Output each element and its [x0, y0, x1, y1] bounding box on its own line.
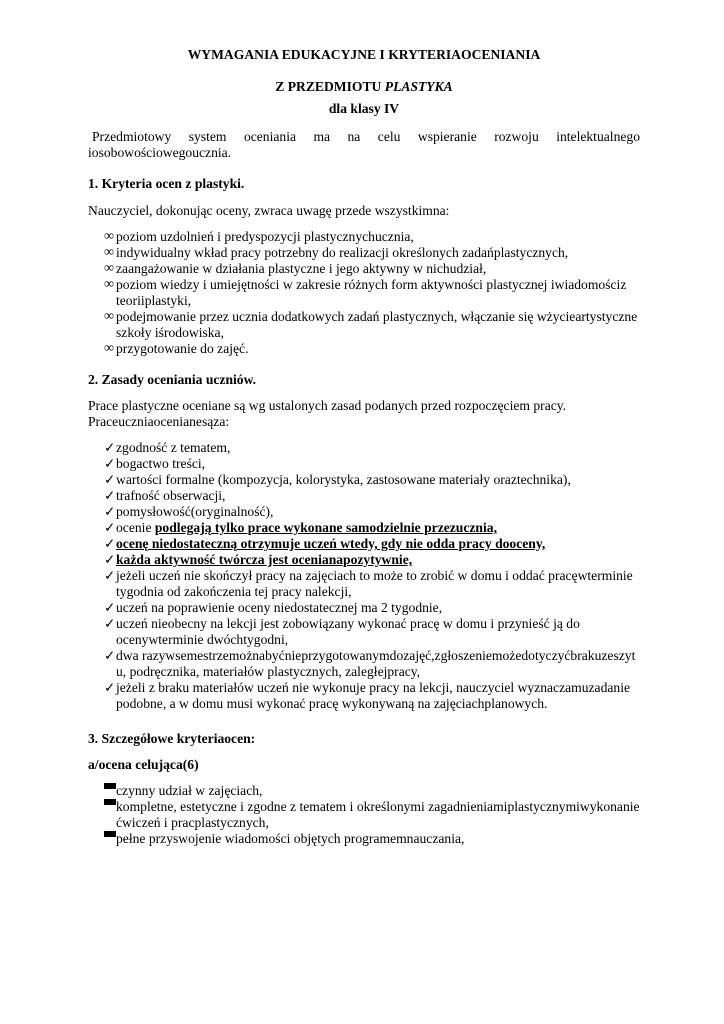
list-item: czynny udział w zajęciach,: [88, 783, 640, 799]
list-item: ✓ uczeń na poprawienie oceny niedostatecznej ma 2 tygodnie,: [104, 600, 443, 615]
list-item: ∞ przygotowanie do zajęć.: [104, 341, 249, 356]
title-subject: PLASTYKA: [384, 79, 453, 94]
section1-list: [88, 229, 640, 357]
list-item: ✓ bogactwo treści,: [104, 456, 206, 471]
emphasized-text: podlegają tylko prace wykonane samodzielnie przezucznia,: [154, 520, 497, 535]
title-line-2: [88, 79, 640, 95]
checkmark-bullet-icon: ✓: [104, 456, 116, 471]
list-item: ✓ uczeń nieobecny na lekcji jest zobowiązany wykonać pracę w domu i przynieść ją do ocenywterminie dwóchtygodni,: [104, 616, 580, 647]
intro-line-2: iosobowościowegoucznia.: [88, 145, 232, 160]
checkmark-bullet-icon: ✓: [104, 616, 116, 631]
section2-lead-2: Praceuczniaocenianesąza:: [88, 414, 230, 429]
list-item: [88, 536, 640, 552]
infinity-bullet-icon: ∞: [104, 277, 114, 292]
section3-list: [88, 783, 640, 847]
list-item: pełne przyswojenie wiadomości objętych programemnauczania,: [88, 831, 640, 847]
list-item: ✓ ocenie podlegają tylko prace wykonane samodzielnie przezucznia,: [104, 520, 497, 535]
title-prefix: Z PRZEDMIOTU: [275, 79, 385, 94]
square-bullet-icon: [104, 799, 116, 805]
list-item: kompletne, estetyczne i zgodne z tematem i określonymi zagadnieniamiplastycznymiwykonanie ćwiczeń i pracplastycznych,: [88, 799, 640, 831]
list-item: ✓ jeżeli uczeń nie skończył pracy na zajęciach to może to zrobić w domu i oddać pracęwterminie tygodnia od zakończenia tej pracy nalekcji,: [104, 568, 633, 599]
list-item: [88, 552, 640, 568]
checkmark-bullet-icon: ✓: [104, 680, 116, 695]
section3-subheading: a/ocena celująca(6): [88, 757, 199, 772]
infinity-bullet-icon: ∞: [104, 245, 114, 260]
list-item: ∞ zaangażowanie w działania plastyczne i jego aktywny w nichudział,: [104, 261, 487, 276]
list-item: ✓ pomysłowość(oryginalność),: [104, 504, 274, 519]
section3-heading: 3. Szczegółowe kryteriaocen:: [88, 731, 256, 746]
infinity-bullet-icon: ∞: [104, 261, 114, 276]
title-line-3: dla klasy IV: [328, 101, 400, 116]
list-item: ✓ trafność obserwacji,: [104, 488, 226, 503]
list-item: ✓ jeżeli z braku materiałów uczeń nie wykonuje pracy na lekcji, nauczyciel wyznaczamuzadanie podobne, a w domu musi wykonać pracę wykonywaną na zajęciachplanowych.: [104, 680, 631, 711]
list-item: ✓ wartości formalne (kompozycja, kolorystyka, zastosowane materiały oraztechnika),: [104, 472, 571, 487]
square-bullet-icon: [104, 783, 116, 789]
section2-heading: 2. Zasady oceniania uczniów.: [88, 372, 257, 387]
checkmark-bullet-icon: ✓: [104, 440, 116, 455]
checkmark-bullet-icon: ✓: [104, 568, 116, 583]
list-item: ∞ podejmowanie przez ucznia dodatkowych zadań plastycznych, włączanie się wżycieartystyczne szkoły iśrodowiska,: [104, 309, 638, 340]
section1-heading: 1. Kryteria ocen z plastyki.: [88, 176, 245, 191]
checkmark-bullet-icon: ✓: [104, 648, 116, 663]
infinity-bullet-icon: ∞: [104, 309, 114, 324]
list-item: ✓ zgodność z tematem,: [104, 440, 231, 455]
list-item: ∞ poziom uzdolnień i predyspozycji plastycznychucznia,: [104, 229, 414, 244]
infinity-bullet-icon: ∞: [104, 229, 114, 244]
intro-line-1: Przedmiotowy system oceniania ma na celu wspieranie rozwoju intelektualnego: [92, 129, 640, 144]
checkmark-bullet-icon: ✓: [104, 600, 116, 615]
checkmark-bullet-icon: ✓: [104, 488, 116, 503]
square-bullet-icon: [104, 831, 116, 837]
list-item: ∞ indywidualny wkład pracy potrzebny do realizacji określonych zadańplastycznych,: [104, 245, 569, 260]
checkmark-bullet-icon: ✓: [104, 504, 116, 519]
emphasized-text: ocenę niedostateczną otrzymuje uczeń wtedy, gdy nie odda pracy dooceny,: [116, 536, 546, 551]
section2-list: [88, 440, 640, 712]
list-item: ∞ poziom wiedzy i umiejętności w zakresie różnych form aktywności plastycznej iwiadomościz teoriiplastyki,: [104, 277, 627, 308]
infinity-bullet-icon: ∞: [104, 341, 114, 356]
section1-lead: Nauczyciel, dokonując oceny, zwraca uwagę przede wszystkimna:: [88, 203, 450, 218]
checkmark-bullet-icon: ✓: [104, 536, 116, 551]
checkmark-bullet-icon: ✓: [104, 520, 116, 535]
checkmark-bullet-icon: ✓: [104, 552, 116, 567]
intro-paragraph: [88, 129, 640, 161]
checkmark-bullet-icon: ✓: [104, 472, 116, 487]
section2-lead-1: Prace plastyczne oceniane są wg ustalonych zasad podanych przed rozpoczęciem pracy.: [88, 398, 567, 413]
list-item: ✓ dwa razywsemestrzemożnabyćnieprzygotowanymdozajęć,zgłoszeniemożedotyczyćbrakuzeszytu, podręcznika, materiałów plastycznych, zaległejpracy,: [104, 648, 636, 679]
emphasized-text: każda aktywność twórcza jest ocenianapozytywnie,: [116, 552, 413, 567]
title-line-1: WYMAGANIA EDUKACYJNE I KRYTERIAOCENIANIA: [187, 47, 541, 62]
